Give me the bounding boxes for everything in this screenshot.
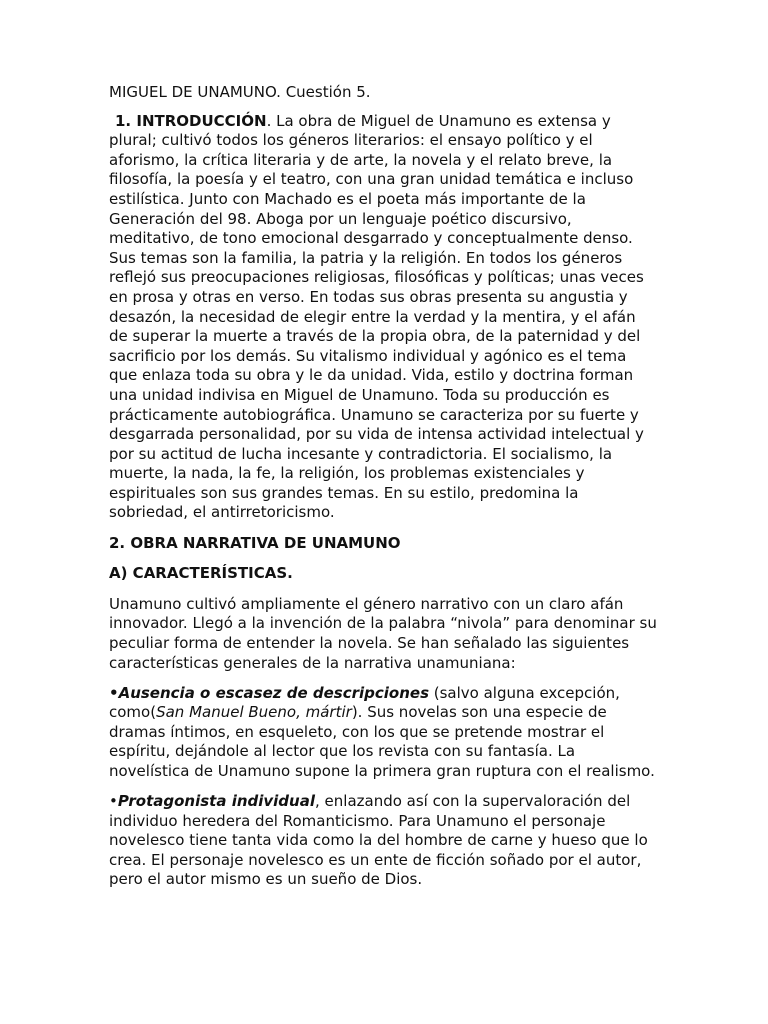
- bullet-term-protagonist: Protagonista individual: [117, 792, 315, 811]
- intro-paragraph: [109, 112, 657, 523]
- bullet-text-after-title: ). Sus novelas son una especie de dramas íntimos, en esqueleto, con los que se pretende mostrar el espíritu, dejándole al lector que los revista con su fantasía. La novelística de Unamuno supone la primera gran ruptura con el realismo.: [109, 703, 655, 780]
- intro-heading: 1. INTRODUCCIÓN: [115, 111, 267, 130]
- narrative-intro-paragraph: Unamuno cultivó ampliamente el género narrativo con un claro afán innovador. Llegó a la invención de la palabra “nivola” para denominar su peculiar forma de entender la novela. Se han señalado las siguientes características generales de la narrativa unamuniana:: [109, 594, 657, 672]
- document-page: [109, 83, 657, 901]
- subsection-a-heading: A) CARACTERÍSTICAS.: [109, 564, 293, 583]
- section-2-heading: 2. OBRA NARRATIVA DE UNAMUNO: [109, 533, 401, 552]
- bullet-paragraph-descriptions: [109, 684, 657, 782]
- bullet-text-protagonist: , enlazando así con la supervaloración del individuo heredera del Romanticismo. Para Unamuno el personaje novelesco tiene tanta vida como la del hombre de carne y hueso que lo crea. El personaje novelesco es un ente de ficción soñado por el autor, pero el autor mismo es un sueño de Dios.: [109, 792, 648, 889]
- work-title-san-manuel: San Manuel Bueno, mártir: [156, 703, 352, 722]
- bullet-marker: •: [109, 683, 119, 702]
- bullet-term-descriptions: Ausencia o escasez de descripciones: [118, 683, 429, 702]
- bullet-text-before-title: (salvo alguna excepción, como(: [109, 683, 620, 722]
- intro-text: . La obra de Miguel de Unamuno es extensa y plural; cultivó todos los géneros literarios: el ensayo político y el aforismo, la crítica literaria y de arte, la novela y el relato breve, la filosofía, la poesía y el teatro, con una gran unidad temática e incluso estilística. Junto con Machado es el poeta más importante de la Generación del 98. Aboga por un lenguaje poético discursivo, meditativo, de tono emocional desgarrado y conceptualmente denso. Sus temas son la familia, la patria y la religión. En todos los géneros reflejó sus preocupaciones religiosas, filosóficas y políticas; unas veces en prosa y otras en verso. En todas sus obras presenta su angustia y desazón, la necesidad de elegir entre la verdad y la mentira, y el afán de superar la muerte a través de la propia obra, de la paternidad y del sacrificio por los demás. Su vitalismo individual y agónico es el tema que enlaza toda su obra y le da unidad. Vida, estilo y doctrina forman una unidad indivisa en Miguel de Unamuno. Toda su producción es prácticamente autobiográfica. Unamuno se caracteriza por su fuerte y desgarrada personalidad, por su vida de intensa actividad intelectual y por su actitud de lucha incesante y contradictoria. El socialismo, la muerte, la nada, la fe, la religión, los problemas existenciales y espirituales son sus grandes temas. En su estilo, predomina la sobriedad, el antirretoricismo.: [109, 111, 644, 522]
- document-title: MIGUEL DE UNAMUNO. Cuestión 5.: [109, 83, 371, 101]
- bullet-paragraph-protagonist: [109, 792, 657, 890]
- bullet-marker: •: [109, 792, 118, 811]
